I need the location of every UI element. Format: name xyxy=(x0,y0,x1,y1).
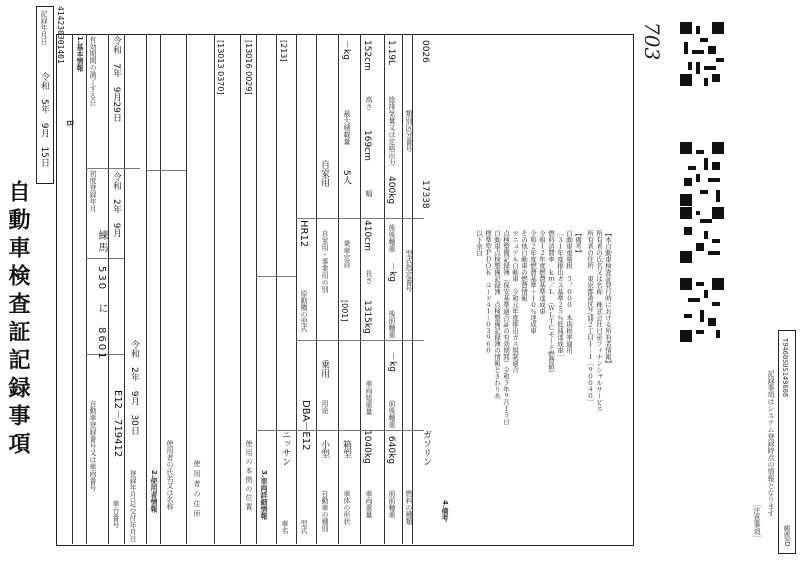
issue-date-label: 登録年月日/交付年月日 xyxy=(129,470,137,543)
height-value: 152cm xyxy=(362,40,372,71)
maker-code: [213] xyxy=(279,40,288,62)
remarks-line: 自動車点検整備記録簿 点検整備記録簿の情報とさわりあ xyxy=(493,230,501,399)
remarks-line: 自動車重量税 ５，０００ 本則税率適用 xyxy=(565,230,573,354)
model-value: DBA－E12 xyxy=(300,400,311,451)
remarks-line: 令和１２年度燃費基準達成車 xyxy=(538,230,546,315)
gross-weight-label: 車両総重量 xyxy=(365,380,373,415)
notice-label: ［注意事項］ xyxy=(753,500,761,542)
first-reg-value: 令和 2年 9月 xyxy=(111,172,121,238)
use-value: 乗用 xyxy=(319,360,329,378)
gross-weight-value: 1315kg xyxy=(362,300,372,334)
body-shape-value: 箱型 xyxy=(341,440,351,458)
front-rear-axle-value: －kg xyxy=(387,352,397,372)
engine-value: HR12 xyxy=(298,220,309,248)
capacity-label: 乗車定員 xyxy=(343,240,351,268)
displacement-label: 総排気量又は定格出力 xyxy=(388,96,396,166)
issue-date-value: 令和 2年 9月 30日 xyxy=(129,340,139,435)
front-rear-axle-label: 前後軸重 xyxy=(388,400,396,428)
fuel-value: ガソリン xyxy=(421,430,431,466)
width-label: 幅 xyxy=(365,190,373,197)
vehicle-kind-label: 自動車の種別 xyxy=(321,490,329,532)
user-address-label: 使用者の住所 xyxy=(193,460,201,520)
serial-number: 414230301401 xyxy=(56,6,65,64)
form-id-label: 帳票ID xyxy=(783,525,791,547)
remarks-line: 点検整備記録簿（保安基準適合証の有効期間）令和５年９月１５日 xyxy=(502,230,510,425)
purpose-label: 自家用・事業用の別 xyxy=(321,230,329,293)
reg-number-label: 自動車登録番号又は車両番号 xyxy=(89,400,97,491)
notice-text: 記録事項はシステム登録時点の情報となります xyxy=(767,370,775,517)
base-location-label: 使用の本拠の位置 xyxy=(245,440,253,512)
qr-code-icon xyxy=(680,142,724,206)
vehicle-kind-value: 小型 xyxy=(319,440,329,458)
user-address-code: [13013 0370] xyxy=(216,40,225,95)
length-label: 長さ xyxy=(365,270,373,284)
remarks-line: ［３１年度排出ガス基準２５％低減達成車］ xyxy=(556,230,564,360)
max-load-label: 最大積載量 xyxy=(343,110,351,145)
remarks-line: 所有者の氏名又は名称 株式会社日産フィナンシャルサービス xyxy=(595,230,603,412)
form-id-value: T9460SUS149608 xyxy=(781,338,789,398)
fuel-label: 燃料の種類 xyxy=(405,490,413,525)
use-label: 用途 xyxy=(321,400,329,414)
rear-axle-value: 400kg xyxy=(386,176,396,205)
category-number-label: 類別区分番号 xyxy=(405,110,413,152)
section-vehicle: 3.車両詳細情報 xyxy=(260,470,268,520)
section-remarks: 4.備考 xyxy=(441,500,449,522)
model-label: 型式 xyxy=(300,520,308,534)
document-title: 自動車検査証記録事項 xyxy=(5,180,30,460)
record-date-label: 記録年月日 xyxy=(40,10,48,45)
weight-value: 1040kg xyxy=(362,430,372,464)
chassis-label: 車台番号 xyxy=(112,500,120,528)
handwritten-note: 703 xyxy=(640,22,664,61)
qr-code-icon xyxy=(680,22,724,86)
type-number-value: 17338 xyxy=(420,180,430,209)
front-axle-value: 640kg xyxy=(386,436,396,465)
remarks-line: 燃料消費率 ｋｍ／Ｌ （ＷＬＴＣモード燃費値） xyxy=(547,230,555,377)
qr-code-icon xyxy=(680,278,724,342)
reg-number-value: 練馬 530 に 8601 xyxy=(96,230,107,361)
remarks-line: 【本自動車検査証発行時における所有者情報】 xyxy=(604,230,612,367)
remarks-line: 以下余白 xyxy=(475,230,483,256)
section-user: 2.使用者情報 xyxy=(150,470,158,513)
remarks-line: マニュアル自動車 令和元年度排出ガス規制適合 xyxy=(511,230,519,373)
record-date-value: 令和 5年 9月 15日 xyxy=(39,72,49,167)
base-location-code: [13016 0029] xyxy=(244,40,253,95)
qr-code-icon xyxy=(680,206,724,264)
max-load-value: －kg xyxy=(341,40,351,60)
maker-label: 車名 xyxy=(281,520,289,534)
remarks-block xyxy=(452,230,612,530)
category-number-value: 0026 xyxy=(420,40,430,63)
rear-axle-label: 後後軸重 xyxy=(388,224,396,252)
user-name-label: 使用者の氏名又は名称 xyxy=(166,440,174,510)
front-axle-label: 前前軸重 xyxy=(388,490,396,518)
remarks-line: 所有者の住所 東京都港区芝浦２丁目１－１［９００４０］ xyxy=(586,230,594,406)
purpose-value: 自家用 xyxy=(319,160,329,187)
length-value: 410cm xyxy=(362,220,372,251)
capacity-value: 5人 xyxy=(341,170,351,185)
remarks-line: 【備考】 xyxy=(574,230,582,256)
body-shape-label: 車体の形状 xyxy=(343,490,351,525)
remarks-line: 令和２年度燃費基準＋１０％達成車 xyxy=(529,230,537,334)
type-number-label: 型式指定番号 xyxy=(405,250,413,292)
expiry-value: 令和 7年 9月29日 xyxy=(111,36,121,122)
doc-type-mark: B xyxy=(64,120,74,127)
engine-label: 原動機の型式 xyxy=(300,290,308,332)
maker-value: ニッサン xyxy=(280,430,290,466)
weight-label: 車両重量 xyxy=(365,490,373,518)
first-reg-label: 初度登録年月 xyxy=(89,170,97,212)
chassis-value: E12－719412 xyxy=(112,390,123,458)
rear-front-axle-label: 後前軸重 xyxy=(388,310,396,338)
remarks-line: 標準型ＰＤＯＫ コード４１－０３９６０ xyxy=(484,230,492,354)
width-value: 169cm xyxy=(362,130,372,161)
expiry-label: 有効期間の満了する日 xyxy=(89,36,97,106)
body-shape-code: [001] xyxy=(340,300,349,322)
rear-front-axle-value: －kg xyxy=(387,262,397,282)
remarks-line: その他自動車の燃費情報 xyxy=(520,230,528,302)
height-label: 高さ xyxy=(365,96,373,110)
displacement-value: 1.19L xyxy=(386,40,396,66)
section-basic: 1.基本情報 xyxy=(76,36,84,72)
